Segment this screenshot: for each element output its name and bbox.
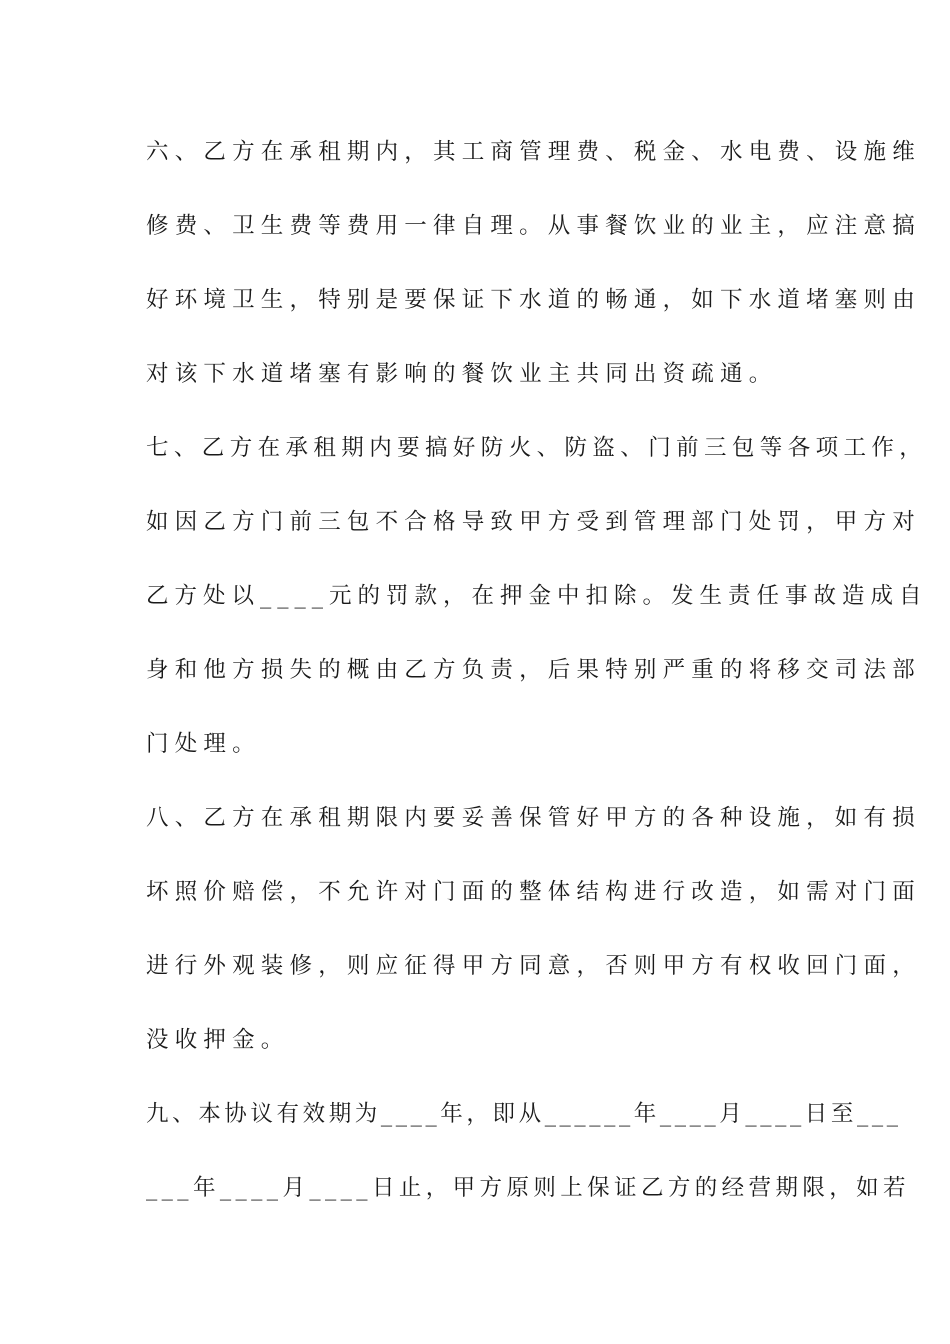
clause-7-line-2: 如因乙方门前三包不合格导致甲方受到管理部门处罚，甲方对: [146, 509, 921, 535]
clause-8-line-3: 进行外观装修，则应征得甲方同意，否则甲方有权收回门面，: [146, 953, 921, 979]
clause-8-line-1: 八、乙方在承租期限内要妥善保管好甲方的各种设施，如有损: [146, 805, 921, 831]
clause-7-line-3: 乙方处以____元的罚款，在押金中扣除。发生责任事故造成自: [146, 583, 928, 609]
clause-6-line-1: 六、乙方在承租期内，其工商管理费、税金、水电费、设施维: [146, 139, 921, 165]
contract-text-body: [146, 127, 928, 1237]
clause-9-line-1: 九、本协议有效期为____年，即从______年____月____日至___: [146, 1101, 902, 1127]
clause-6-line-4: 对该下水道堵塞有影响的餐饮业主共同出资疏通。: [146, 361, 778, 387]
clause-7-line-4: 身和他方损失的概由乙方负责，后果特别严重的将移交司法部: [146, 657, 921, 683]
clause-9-line-2: ___年____月____日止，甲方原则上保证乙方的经营期限，如若: [146, 1175, 910, 1201]
clause-8-line-4: 没收押金。: [146, 1027, 290, 1053]
clause-7-line-5: 门处理。: [146, 731, 261, 757]
clause-6-line-3: 好环境卫生，特别是要保证下水道的畅通，如下水道堵塞则由: [146, 287, 921, 313]
clause-8-line-2: 坏照价赔偿，不允许对门面的整体结构进行改造，如需对门面: [146, 879, 921, 905]
clause-6-line-2: 修费、卫生费等费用一律自理。从事餐饮业的业主，应注意搞: [146, 213, 921, 239]
clause-7-line-1: 七、乙方在承租期内要搞好防火、防盗、门前三包等各项工作，: [146, 435, 928, 461]
